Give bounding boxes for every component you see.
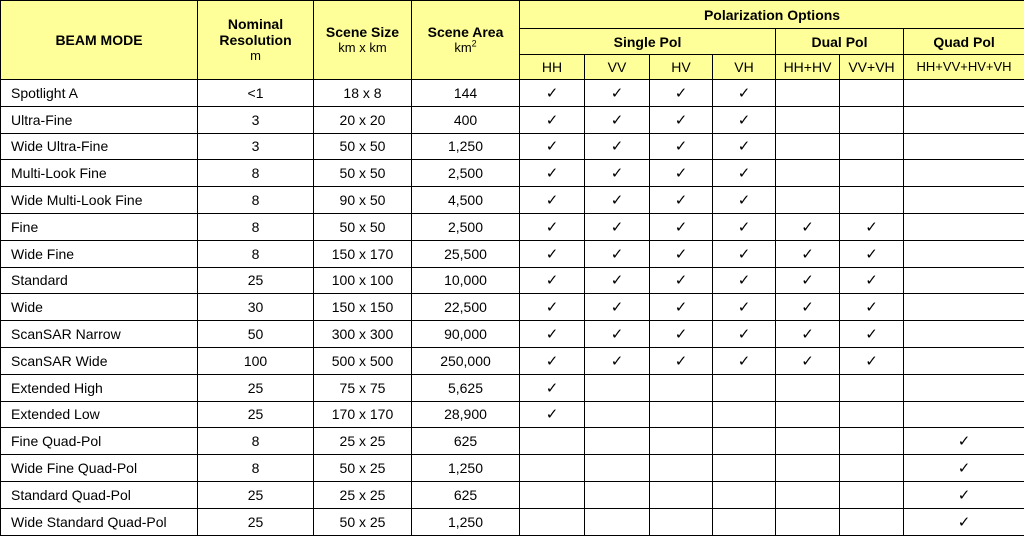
- check-mark-icon: ✓: [610, 299, 624, 317]
- beam-mode-cell: Fine Quad-Pol: [1, 428, 198, 455]
- scene-area-cell: 2,500: [412, 160, 520, 187]
- header-scene-area-unit-base: km: [454, 40, 472, 55]
- check-mark-icon: ✓: [674, 138, 688, 156]
- resolution-cell: 8: [198, 240, 314, 267]
- table-row: [1, 374, 1024, 401]
- scene-area-cell: 625: [412, 428, 520, 455]
- check-mark-icon: ✓: [674, 84, 688, 102]
- pol-hh-cell: [520, 347, 585, 374]
- pol-vv-vh-cell: [840, 508, 904, 535]
- resolution-cell: 8: [198, 160, 314, 187]
- check-mark-icon: ✓: [610, 138, 624, 156]
- pol-hh-hv-cell: [776, 240, 840, 267]
- header-single-pol: Single Pol: [520, 29, 776, 55]
- check-mark-icon: ✓: [674, 326, 688, 344]
- check-mark-icon: ✓: [674, 111, 688, 129]
- header-pol-vv-vh: VV+VH: [840, 55, 904, 80]
- scene-size-cell: 25 x 25: [314, 481, 412, 508]
- pol-vv-cell: [585, 428, 650, 455]
- check-mark-icon: ✓: [610, 326, 624, 344]
- check-mark-icon: ✓: [610, 84, 624, 102]
- scene-area-cell: 25,500: [412, 240, 520, 267]
- pol-vv-cell: [585, 455, 650, 482]
- pol-vv-vh-cell: [840, 80, 904, 107]
- pol-vv-vh-cell: [840, 106, 904, 133]
- pol-vv-cell: [585, 401, 650, 428]
- check-mark-icon: ✓: [737, 326, 751, 344]
- pol-hh-cell: [520, 508, 585, 535]
- check-mark-icon: ✓: [610, 111, 624, 129]
- resolution-cell: 3: [198, 133, 314, 160]
- pol-vh-cell: [713, 133, 776, 160]
- pol-vv-cell: [585, 106, 650, 133]
- resolution-cell: 30: [198, 294, 314, 321]
- check-mark-icon: ✓: [801, 326, 814, 344]
- pol-quad-cell: [904, 508, 1024, 535]
- pol-hh-cell: [520, 213, 585, 240]
- pol-quad-cell: [904, 187, 1024, 214]
- pol-vv-vh-cell: [840, 428, 904, 455]
- beam-mode-cell: Wide Fine: [1, 240, 198, 267]
- pol-vh-cell: [713, 508, 776, 535]
- beam-mode-cell: Standard: [1, 267, 198, 294]
- check-mark-icon: ✓: [545, 352, 559, 370]
- table-row: [1, 267, 1024, 294]
- pol-quad-cell: [904, 294, 1024, 321]
- pol-quad-cell: [904, 347, 1024, 374]
- beam-mode-cell: Wide: [1, 294, 198, 321]
- pol-vv-cell: [585, 267, 650, 294]
- pol-hh-hv-cell: [776, 347, 840, 374]
- pol-hh-hv-cell: [776, 294, 840, 321]
- table-row: [1, 240, 1024, 267]
- pol-hh-hv-cell: [776, 160, 840, 187]
- beam-mode-cell: Wide Fine Quad-Pol: [1, 455, 198, 482]
- scene-size-cell: 50 x 50: [314, 160, 412, 187]
- beam-mode-cell: Multi-Look Fine: [1, 160, 198, 187]
- check-mark-icon: ✓: [865, 326, 878, 344]
- table-row: [1, 321, 1024, 348]
- resolution-cell: 25: [198, 401, 314, 428]
- pol-vv-vh-cell: [840, 213, 904, 240]
- resolution-cell: 8: [198, 213, 314, 240]
- pol-hh-cell: [520, 160, 585, 187]
- header-scene-area-unit-exp: 2: [471, 38, 477, 49]
- pol-vh-cell: [713, 80, 776, 107]
- pol-quad-cell: [904, 80, 1024, 107]
- scene-size-cell: 150 x 170: [314, 240, 412, 267]
- pol-hh-cell: [520, 481, 585, 508]
- header-pol-hh: HH: [520, 55, 585, 80]
- pol-hh-hv-cell: [776, 267, 840, 294]
- check-mark-icon: ✓: [865, 352, 878, 370]
- scene-size-cell: 170 x 170: [314, 401, 412, 428]
- header-pol-hv: HV: [650, 55, 713, 80]
- table-row: [1, 294, 1024, 321]
- check-mark-icon: ✓: [674, 352, 688, 370]
- pol-vv-vh-cell: [840, 187, 904, 214]
- resolution-cell: 25: [198, 374, 314, 401]
- pol-vv-vh-cell: [840, 267, 904, 294]
- scene-area-cell: 4,500: [412, 187, 520, 214]
- beam-mode-cell: Wide Ultra-Fine: [1, 133, 198, 160]
- check-mark-icon: ✓: [801, 218, 814, 236]
- scene-size-cell: 500 x 500: [314, 347, 412, 374]
- scene-area-cell: 22,500: [412, 294, 520, 321]
- pol-quad-cell: [904, 240, 1024, 267]
- header-beam-mode: BEAM MODE: [1, 1, 198, 80]
- table-row: [1, 455, 1024, 482]
- beam-mode-cell: ScanSAR Narrow: [1, 321, 198, 348]
- check-mark-icon: ✓: [801, 272, 814, 290]
- beam-mode-cell: Extended Low: [1, 401, 198, 428]
- check-mark-icon: ✓: [801, 245, 814, 263]
- pol-vv-cell: [585, 481, 650, 508]
- pol-vh-cell: [713, 401, 776, 428]
- resolution-cell: 8: [198, 187, 314, 214]
- check-mark-icon: ✓: [545, 272, 559, 290]
- pol-hh-cell: [520, 267, 585, 294]
- table-row: [1, 481, 1024, 508]
- pol-quad-cell: [904, 160, 1024, 187]
- pol-hh-cell: [520, 187, 585, 214]
- scene-area-cell: 5,625: [412, 374, 520, 401]
- table-row: [1, 347, 1024, 374]
- check-mark-icon: ✓: [674, 245, 688, 263]
- pol-hh-cell: [520, 455, 585, 482]
- pol-vv-cell: [585, 321, 650, 348]
- pol-quad-cell: [904, 321, 1024, 348]
- header-nominal-resolution-label: Nominal Resolution: [219, 16, 292, 48]
- pol-quad-cell: [904, 133, 1024, 160]
- beam-mode-cell: Wide Multi-Look Fine: [1, 187, 198, 214]
- pol-vh-cell: [713, 267, 776, 294]
- resolution-cell: 25: [198, 267, 314, 294]
- check-mark-icon: ✓: [865, 245, 878, 263]
- scene-size-cell: 50 x 50: [314, 133, 412, 160]
- check-mark-icon: ✓: [737, 84, 751, 102]
- beam-mode-cell: Fine: [1, 213, 198, 240]
- pol-hh-cell: [520, 133, 585, 160]
- table-row: [1, 401, 1024, 428]
- pol-hh-cell: [520, 428, 585, 455]
- pol-vv-cell: [585, 133, 650, 160]
- pol-hh-hv-cell: [776, 321, 840, 348]
- check-mark-icon: ✓: [545, 245, 559, 263]
- header-scene-area: [412, 1, 520, 80]
- header-pol-quad: HH+VV+HV+VH: [904, 55, 1024, 80]
- pol-vv-cell: [585, 347, 650, 374]
- header-quad-pol: Quad Pol: [904, 29, 1024, 55]
- check-mark-icon: ✓: [610, 352, 624, 370]
- beam-mode-cell: Spotlight A: [1, 80, 198, 107]
- check-mark-icon: ✓: [674, 299, 688, 317]
- pol-vv-vh-cell: [840, 133, 904, 160]
- check-mark-icon: ✓: [737, 245, 751, 263]
- check-mark-icon: ✓: [674, 192, 688, 210]
- pol-hv-cell: [650, 294, 713, 321]
- check-mark-icon: ✓: [957, 460, 971, 478]
- table-row: [1, 106, 1024, 133]
- pol-hv-cell: [650, 347, 713, 374]
- pol-hv-cell: [650, 240, 713, 267]
- check-mark-icon: ✓: [610, 165, 624, 183]
- check-mark-icon: ✓: [545, 111, 559, 129]
- pol-hh-hv-cell: [776, 401, 840, 428]
- check-mark-icon: ✓: [674, 218, 688, 236]
- check-mark-icon: ✓: [610, 245, 624, 263]
- scene-size-cell: 50 x 25: [314, 508, 412, 535]
- pol-vv-vh-cell: [840, 240, 904, 267]
- beam-mode-cell: Ultra-Fine: [1, 106, 198, 133]
- pol-vv-cell: [585, 240, 650, 267]
- check-mark-icon: ✓: [737, 299, 751, 317]
- pol-vh-cell: [713, 240, 776, 267]
- scene-size-cell: 25 x 25: [314, 428, 412, 455]
- table-row: [1, 80, 1024, 107]
- check-mark-icon: ✓: [545, 299, 559, 317]
- pol-hh-cell: [520, 80, 585, 107]
- check-mark-icon: ✓: [737, 165, 751, 183]
- beam-mode-cell: Standard Quad-Pol: [1, 481, 198, 508]
- check-mark-icon: ✓: [545, 165, 559, 183]
- check-mark-icon: ✓: [801, 299, 814, 317]
- scene-area-cell: 10,000: [412, 267, 520, 294]
- check-mark-icon: ✓: [674, 165, 688, 183]
- table-row: [1, 160, 1024, 187]
- check-mark-icon: ✓: [545, 218, 559, 236]
- pol-vv-cell: [585, 374, 650, 401]
- header-scene-area-label: Scene Area: [427, 24, 504, 40]
- table-row: [1, 133, 1024, 160]
- pol-hh-hv-cell: [776, 374, 840, 401]
- beam-mode-cell: ScanSAR Wide: [1, 347, 198, 374]
- scene-size-cell: 90 x 50: [314, 187, 412, 214]
- pol-hv-cell: [650, 160, 713, 187]
- table-row: [1, 213, 1024, 240]
- pol-hv-cell: [650, 401, 713, 428]
- pol-vh-cell: [713, 374, 776, 401]
- pol-quad-cell: [904, 106, 1024, 133]
- resolution-cell: 50: [198, 321, 314, 348]
- pol-hh-hv-cell: [776, 80, 840, 107]
- check-mark-icon: ✓: [610, 272, 624, 290]
- pol-quad-cell: [904, 401, 1024, 428]
- check-mark-icon: ✓: [737, 111, 751, 129]
- table-header: [1, 1, 1024, 80]
- pol-hv-cell: [650, 213, 713, 240]
- pol-vh-cell: [713, 455, 776, 482]
- pol-hh-hv-cell: [776, 106, 840, 133]
- header-scene-size-unit: km x km: [338, 40, 387, 55]
- pol-hh-cell: [520, 106, 585, 133]
- scene-size-cell: 18 x 8: [314, 80, 412, 107]
- pol-vh-cell: [713, 347, 776, 374]
- pol-quad-cell: [904, 267, 1024, 294]
- table-row: [1, 187, 1024, 214]
- pol-vv-cell: [585, 80, 650, 107]
- resolution-cell: 8: [198, 428, 314, 455]
- check-mark-icon: ✓: [545, 326, 559, 344]
- pol-vv-vh-cell: [840, 321, 904, 348]
- header-pol-vv: VV: [585, 55, 650, 80]
- pol-hh-hv-cell: [776, 455, 840, 482]
- check-mark-icon: ✓: [545, 84, 559, 102]
- pol-hh-hv-cell: [776, 187, 840, 214]
- scene-area-cell: 90,000: [412, 321, 520, 348]
- check-mark-icon: ✓: [545, 379, 559, 397]
- pol-vh-cell: [713, 481, 776, 508]
- beam-mode-cell: Extended High: [1, 374, 198, 401]
- pol-hv-cell: [650, 187, 713, 214]
- pol-hv-cell: [650, 133, 713, 160]
- pol-vh-cell: [713, 213, 776, 240]
- scene-area-cell: 625: [412, 481, 520, 508]
- pol-hv-cell: [650, 321, 713, 348]
- pol-hh-cell: [520, 294, 585, 321]
- pol-hh-cell: [520, 240, 585, 267]
- pol-vv-vh-cell: [840, 455, 904, 482]
- check-mark-icon: ✓: [545, 192, 559, 210]
- scene-area-cell: 144: [412, 80, 520, 107]
- pol-hh-cell: [520, 401, 585, 428]
- header-nominal-resolution-unit: m: [250, 48, 261, 63]
- header-pol-vh: VH: [713, 55, 776, 80]
- pol-vh-cell: [713, 321, 776, 348]
- table-body: [1, 80, 1024, 536]
- pol-quad-cell: [904, 374, 1024, 401]
- check-mark-icon: ✓: [957, 513, 971, 531]
- pol-vv-cell: [585, 187, 650, 214]
- check-mark-icon: ✓: [737, 218, 751, 236]
- check-mark-icon: ✓: [865, 299, 878, 317]
- scene-area-cell: 250,000: [412, 347, 520, 374]
- scene-area-cell: 2,500: [412, 213, 520, 240]
- scene-size-cell: 100 x 100: [314, 267, 412, 294]
- pol-quad-cell: [904, 481, 1024, 508]
- resolution-cell: <1: [198, 80, 314, 107]
- check-mark-icon: ✓: [957, 433, 971, 451]
- scene-area-cell: 28,900: [412, 401, 520, 428]
- check-mark-icon: ✓: [545, 138, 559, 156]
- pol-hv-cell: [650, 80, 713, 107]
- pol-hh-hv-cell: [776, 133, 840, 160]
- header-scene-size-label: Scene Size: [325, 24, 400, 40]
- pol-hv-cell: [650, 267, 713, 294]
- pol-vh-cell: [713, 428, 776, 455]
- pol-vv-cell: [585, 160, 650, 187]
- pol-quad-cell: [904, 213, 1024, 240]
- pol-vv-cell: [585, 508, 650, 535]
- pol-vh-cell: [713, 106, 776, 133]
- pol-hh-cell: [520, 321, 585, 348]
- scene-size-cell: 300 x 300: [314, 321, 412, 348]
- check-mark-icon: ✓: [737, 272, 751, 290]
- scene-area-cell: 400: [412, 106, 520, 133]
- scene-area-cell: 1,250: [412, 455, 520, 482]
- pol-hh-hv-cell: [776, 428, 840, 455]
- pol-vv-cell: [585, 294, 650, 321]
- resolution-cell: 8: [198, 455, 314, 482]
- pol-vv-vh-cell: [840, 481, 904, 508]
- header-pol-hh-hv: HH+HV: [776, 55, 840, 80]
- scene-area-cell: 1,250: [412, 133, 520, 160]
- pol-vv-vh-cell: [840, 347, 904, 374]
- pol-vh-cell: [713, 294, 776, 321]
- pol-hh-hv-cell: [776, 213, 840, 240]
- check-mark-icon: ✓: [865, 218, 878, 236]
- pol-vv-vh-cell: [840, 160, 904, 187]
- check-mark-icon: ✓: [610, 192, 624, 210]
- pol-vh-cell: [713, 187, 776, 214]
- check-mark-icon: ✓: [801, 352, 814, 370]
- pol-quad-cell: [904, 455, 1024, 482]
- check-mark-icon: ✓: [737, 138, 751, 156]
- resolution-cell: 25: [198, 481, 314, 508]
- check-mark-icon: ✓: [674, 272, 688, 290]
- pol-quad-cell: [904, 428, 1024, 455]
- pol-vv-vh-cell: [840, 374, 904, 401]
- pol-hv-cell: [650, 428, 713, 455]
- pol-vv-cell: [585, 213, 650, 240]
- pol-vv-vh-cell: [840, 294, 904, 321]
- pol-vh-cell: [713, 160, 776, 187]
- pol-vv-vh-cell: [840, 401, 904, 428]
- table-row: [1, 428, 1024, 455]
- scene-size-cell: 150 x 150: [314, 294, 412, 321]
- pol-hv-cell: [650, 106, 713, 133]
- scene-size-cell: 20 x 20: [314, 106, 412, 133]
- pol-hv-cell: [650, 508, 713, 535]
- pol-hv-cell: [650, 455, 713, 482]
- scene-size-cell: 50 x 50: [314, 213, 412, 240]
- resolution-cell: 100: [198, 347, 314, 374]
- check-mark-icon: ✓: [737, 352, 751, 370]
- pol-hv-cell: [650, 374, 713, 401]
- check-mark-icon: ✓: [957, 486, 971, 504]
- scene-size-cell: 75 x 75: [314, 374, 412, 401]
- resolution-cell: 25: [198, 508, 314, 535]
- scene-area-cell: 1,250: [412, 508, 520, 535]
- pol-hh-hv-cell: [776, 481, 840, 508]
- header-dual-pol: Dual Pol: [776, 29, 904, 55]
- check-mark-icon: ✓: [545, 406, 559, 424]
- pol-hv-cell: [650, 481, 713, 508]
- check-mark-icon: ✓: [865, 272, 878, 290]
- beam-mode-cell: Wide Standard Quad-Pol: [1, 508, 198, 535]
- pol-hh-hv-cell: [776, 508, 840, 535]
- pol-hh-cell: [520, 374, 585, 401]
- header-scene-size: [314, 1, 412, 80]
- check-mark-icon: ✓: [610, 218, 624, 236]
- header-scene-area-unit: [412, 40, 519, 56]
- header-polarization-options: Polarization Options: [520, 1, 1024, 29]
- resolution-cell: 3: [198, 106, 314, 133]
- header-nominal-resolution: [198, 1, 314, 80]
- table-row: [1, 508, 1024, 535]
- scene-size-cell: 50 x 25: [314, 455, 412, 482]
- check-mark-icon: ✓: [737, 192, 751, 210]
